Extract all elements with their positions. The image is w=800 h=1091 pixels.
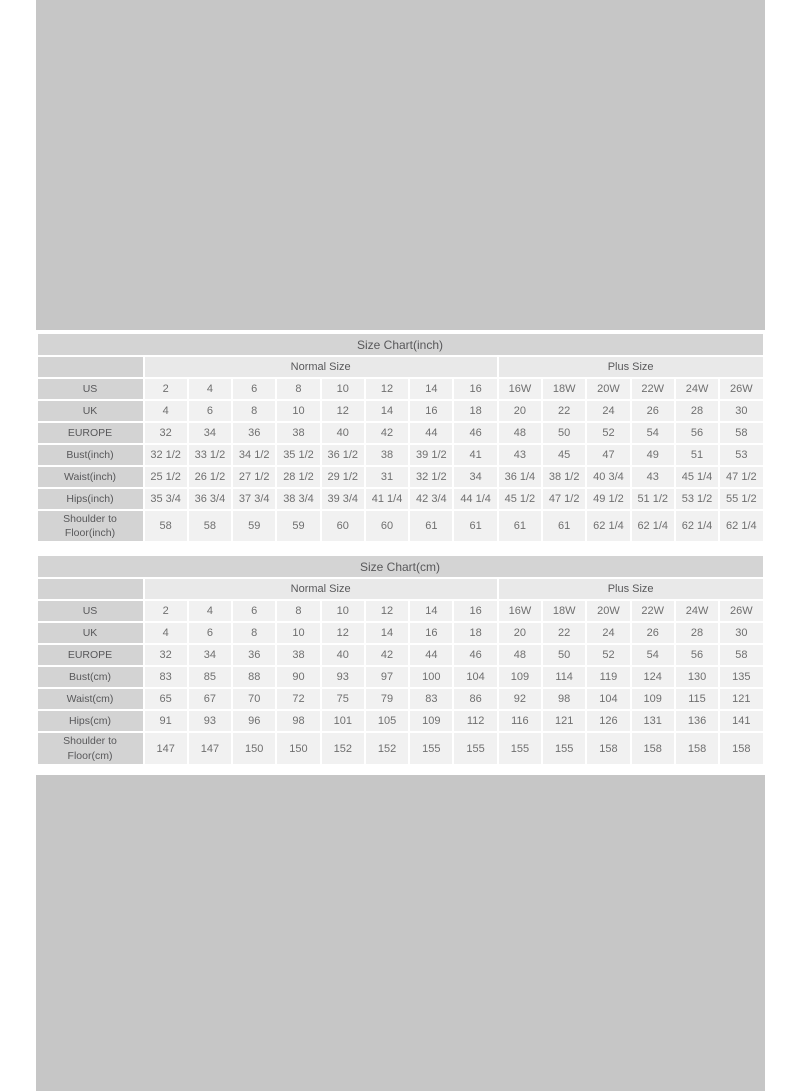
size-value-cell: 56 [676,645,718,665]
size-value-cell: 47 1/2 [543,489,585,509]
size-value-cell: 104 [587,689,629,709]
size-value-cell: 40 [322,645,364,665]
size-value-cell: 65 [145,689,187,709]
size-value-cell: 26 [632,623,674,643]
table-row [38,467,763,487]
size-value-cell: 85 [189,667,231,687]
product-image-placeholder-top [36,0,765,330]
size-value-cell: 83 [145,667,187,687]
size-value-cell: 150 [233,733,275,763]
size-value-cell: 20W [587,379,629,399]
size-value-cell: 36 1/2 [322,445,364,465]
size-value-cell: 45 [543,445,585,465]
size-value-cell: 150 [277,733,319,763]
size-chart-table [36,332,765,543]
size-value-cell: 58 [720,423,762,443]
size-value-cell: 104 [454,667,496,687]
size-value-cell: 10 [277,401,319,421]
size-value-cell: 155 [454,733,496,763]
size-value-cell: 43 [499,445,541,465]
size-value-cell: 49 [632,445,674,465]
size-value-cell: 14 [366,623,408,643]
size-value-cell: 92 [499,689,541,709]
size-value-cell: 39 3/4 [322,489,364,509]
row-label: UK [38,401,143,421]
row-label: US [38,601,143,621]
size-value-cell: 109 [410,711,452,731]
size-value-cell: 43 [632,467,674,487]
size-value-cell: 38 3/4 [277,489,319,509]
row-label: Waist(cm) [38,689,143,709]
size-value-cell: 67 [189,689,231,709]
size-value-cell: 18 [454,401,496,421]
size-value-cell: 83 [410,689,452,709]
size-value-cell: 16W [499,379,541,399]
size-value-cell: 53 1/2 [676,489,718,509]
size-value-cell: 34 [189,423,231,443]
size-value-cell: 34 [189,645,231,665]
size-value-cell: 131 [632,711,674,731]
size-value-cell: 109 [632,689,674,709]
size-value-cell: 61 [499,511,541,541]
size-value-cell: 54 [632,423,674,443]
size-value-cell: 4 [145,401,187,421]
size-value-cell: 36 1/4 [499,467,541,487]
size-value-cell: 51 [676,445,718,465]
table-title: Size Chart(inch) [38,334,763,355]
size-value-cell: 39 1/2 [410,445,452,465]
size-value-cell: 24W [676,379,718,399]
size-value-cell: 101 [322,711,364,731]
size-value-cell: 34 [454,467,496,487]
size-value-cell: 6 [233,379,275,399]
size-value-cell: 109 [499,667,541,687]
size-value-cell: 62 1/4 [632,511,674,541]
size-value-cell: 45 1/4 [676,467,718,487]
table-row [38,511,763,541]
size-value-cell: 6 [189,623,231,643]
size-value-cell: 88 [233,667,275,687]
size-value-cell: 158 [720,733,762,763]
size-value-cell: 46 [454,645,496,665]
size-value-cell: 12 [366,379,408,399]
size-value-cell: 155 [410,733,452,763]
size-group-header: Plus Size [499,579,763,599]
size-value-cell: 42 3/4 [410,489,452,509]
row-label: Bust(cm) [38,667,143,687]
size-value-cell: 112 [454,711,496,731]
size-value-cell: 158 [587,733,629,763]
size-value-cell: 147 [145,733,187,763]
size-value-cell: 22 [543,623,585,643]
size-value-cell: 53 [720,445,762,465]
product-image-placeholder-bottom [36,775,765,1091]
size-value-cell: 91 [145,711,187,731]
row-label: EUROPE [38,423,143,443]
size-value-cell: 12 [322,623,364,643]
corner-cell [38,579,143,599]
size-chart-table [36,554,765,765]
size-value-cell: 22W [632,601,674,621]
row-label: US [38,379,143,399]
size-value-cell: 18W [543,601,585,621]
row-label: Bust(inch) [38,445,143,465]
row-label: EUROPE [38,645,143,665]
size-value-cell: 41 [454,445,496,465]
size-value-cell: 31 [366,467,408,487]
size-value-cell: 158 [632,733,674,763]
size-value-cell: 70 [233,689,275,709]
size-value-cell: 28 1/2 [277,467,319,487]
size-value-cell: 135 [720,667,762,687]
table-row [38,445,763,465]
size-value-cell: 60 [322,511,364,541]
size-value-cell: 147 [189,733,231,763]
size-value-cell: 20 [499,401,541,421]
size-value-cell: 6 [189,401,231,421]
size-value-cell: 152 [322,733,364,763]
size-value-cell: 14 [410,601,452,621]
size-value-cell: 28 [676,623,718,643]
size-value-cell: 16W [499,601,541,621]
size-value-cell: 36 3/4 [189,489,231,509]
size-value-cell: 60 [366,511,408,541]
size-value-cell: 33 1/2 [189,445,231,465]
table-row [38,423,763,443]
size-value-cell: 4 [189,601,231,621]
row-label: UK [38,623,143,643]
size-value-cell: 42 [366,645,408,665]
table-row [38,711,763,731]
size-value-cell: 16 [410,623,452,643]
size-value-cell: 8 [233,401,275,421]
content-column [36,0,765,1091]
size-value-cell: 136 [676,711,718,731]
size-value-cell: 98 [543,689,585,709]
table-title: Size Chart(cm) [38,556,763,577]
size-value-cell: 2 [145,601,187,621]
size-value-cell: 44 [410,645,452,665]
size-value-cell: 35 3/4 [145,489,187,509]
size-value-cell: 16 [454,379,496,399]
size-value-cell: 38 [366,445,408,465]
size-value-cell: 98 [277,711,319,731]
size-value-cell: 44 [410,423,452,443]
table-row [38,489,763,509]
row-label: Shoulder to Floor(inch) [38,511,143,541]
size-value-cell: 116 [499,711,541,731]
size-value-cell: 54 [632,645,674,665]
size-value-cell: 28 [676,401,718,421]
size-value-cell: 121 [543,711,585,731]
size-value-cell: 47 [587,445,629,465]
size-value-cell: 32 [145,645,187,665]
size-value-cell: 62 1/4 [720,511,762,541]
size-value-cell: 86 [454,689,496,709]
size-value-cell: 126 [587,711,629,731]
size-value-cell: 42 [366,423,408,443]
size-value-cell: 16 [454,601,496,621]
size-value-cell: 61 [410,511,452,541]
size-value-cell: 22W [632,379,674,399]
size-value-cell: 8 [233,623,275,643]
size-value-cell: 155 [543,733,585,763]
size-value-cell: 59 [277,511,319,541]
table-row [38,601,763,621]
table-row [38,733,763,763]
size-chart-section [36,330,765,766]
size-value-cell: 49 1/2 [587,489,629,509]
size-value-cell: 27 1/2 [233,467,275,487]
table-row [38,623,763,643]
size-value-cell: 2 [145,379,187,399]
size-value-cell: 4 [189,379,231,399]
size-value-cell: 4 [145,623,187,643]
size-value-cell: 124 [632,667,674,687]
size-value-cell: 93 [189,711,231,731]
size-value-cell: 30 [720,401,762,421]
size-value-cell: 38 1/2 [543,467,585,487]
size-value-cell: 41 1/4 [366,489,408,509]
size-value-cell: 24 [587,623,629,643]
size-value-cell: 48 [499,645,541,665]
size-value-cell: 51 1/2 [632,489,674,509]
size-value-cell: 105 [366,711,408,731]
size-value-cell: 50 [543,645,585,665]
table-row [38,401,763,421]
size-value-cell: 121 [720,689,762,709]
size-value-cell: 52 [587,645,629,665]
corner-cell [38,357,143,377]
size-value-cell: 26W [720,379,762,399]
size-value-cell: 35 1/2 [277,445,319,465]
size-value-cell: 59 [233,511,275,541]
size-value-cell: 25 1/2 [145,467,187,487]
size-value-cell: 8 [277,601,319,621]
size-value-cell: 58 [189,511,231,541]
size-value-cell: 61 [454,511,496,541]
size-value-cell: 48 [499,423,541,443]
size-value-cell: 20W [587,601,629,621]
size-value-cell: 72 [277,689,319,709]
table-row [38,689,763,709]
size-value-cell: 24W [676,601,718,621]
size-value-cell: 114 [543,667,585,687]
size-value-cell: 141 [720,711,762,731]
size-value-cell: 20 [499,623,541,643]
size-group-header: Plus Size [499,357,763,377]
size-value-cell: 38 [277,645,319,665]
table-row [38,645,763,665]
table-row [38,379,763,399]
size-value-cell: 18 [454,623,496,643]
size-value-cell: 12 [322,401,364,421]
size-value-cell: 8 [277,379,319,399]
size-value-cell: 119 [587,667,629,687]
size-value-cell: 14 [410,379,452,399]
size-value-cell: 115 [676,689,718,709]
size-value-cell: 18W [543,379,585,399]
size-value-cell: 29 1/2 [322,467,364,487]
row-label: Shoulder to Floor(cm) [38,733,143,763]
size-value-cell: 75 [322,689,364,709]
size-value-cell: 79 [366,689,408,709]
size-value-cell: 158 [676,733,718,763]
size-value-cell: 32 1/2 [410,467,452,487]
size-value-cell: 32 [145,423,187,443]
size-value-cell: 34 1/2 [233,445,275,465]
size-value-cell: 58 [145,511,187,541]
size-value-cell: 38 [277,423,319,443]
size-value-cell: 24 [587,401,629,421]
row-label: Waist(inch) [38,467,143,487]
size-value-cell: 56 [676,423,718,443]
size-value-cell: 100 [410,667,452,687]
size-value-cell: 16 [410,401,452,421]
size-value-cell: 26 [632,401,674,421]
size-value-cell: 22 [543,401,585,421]
size-value-cell: 96 [233,711,275,731]
size-value-cell: 61 [543,511,585,541]
size-value-cell: 37 3/4 [233,489,275,509]
size-value-cell: 10 [322,379,364,399]
size-value-cell: 10 [277,623,319,643]
size-value-cell: 52 [587,423,629,443]
size-value-cell: 14 [366,401,408,421]
size-value-cell: 58 [720,645,762,665]
size-value-cell: 36 [233,645,275,665]
size-value-cell: 62 1/4 [676,511,718,541]
size-group-header: Normal Size [145,357,497,377]
size-value-cell: 152 [366,733,408,763]
size-value-cell: 40 [322,423,364,443]
size-value-cell: 93 [322,667,364,687]
table-row [38,667,763,687]
size-value-cell: 55 1/2 [720,489,762,509]
size-value-cell: 45 1/2 [499,489,541,509]
size-value-cell: 26 1/2 [189,467,231,487]
size-value-cell: 30 [720,623,762,643]
size-value-cell: 50 [543,423,585,443]
size-value-cell: 44 1/4 [454,489,496,509]
row-label: Hips(cm) [38,711,143,731]
size-value-cell: 97 [366,667,408,687]
size-value-cell: 12 [366,601,408,621]
size-group-header: Normal Size [145,579,497,599]
size-value-cell: 26W [720,601,762,621]
size-value-cell: 32 1/2 [145,445,187,465]
size-value-cell: 6 [233,601,275,621]
row-label: Hips(inch) [38,489,143,509]
size-value-cell: 36 [233,423,275,443]
size-value-cell: 10 [322,601,364,621]
size-value-cell: 155 [499,733,541,763]
size-value-cell: 46 [454,423,496,443]
size-value-cell: 47 1/2 [720,467,762,487]
size-value-cell: 90 [277,667,319,687]
size-value-cell: 40 3/4 [587,467,629,487]
size-value-cell: 62 1/4 [587,511,629,541]
size-value-cell: 130 [676,667,718,687]
